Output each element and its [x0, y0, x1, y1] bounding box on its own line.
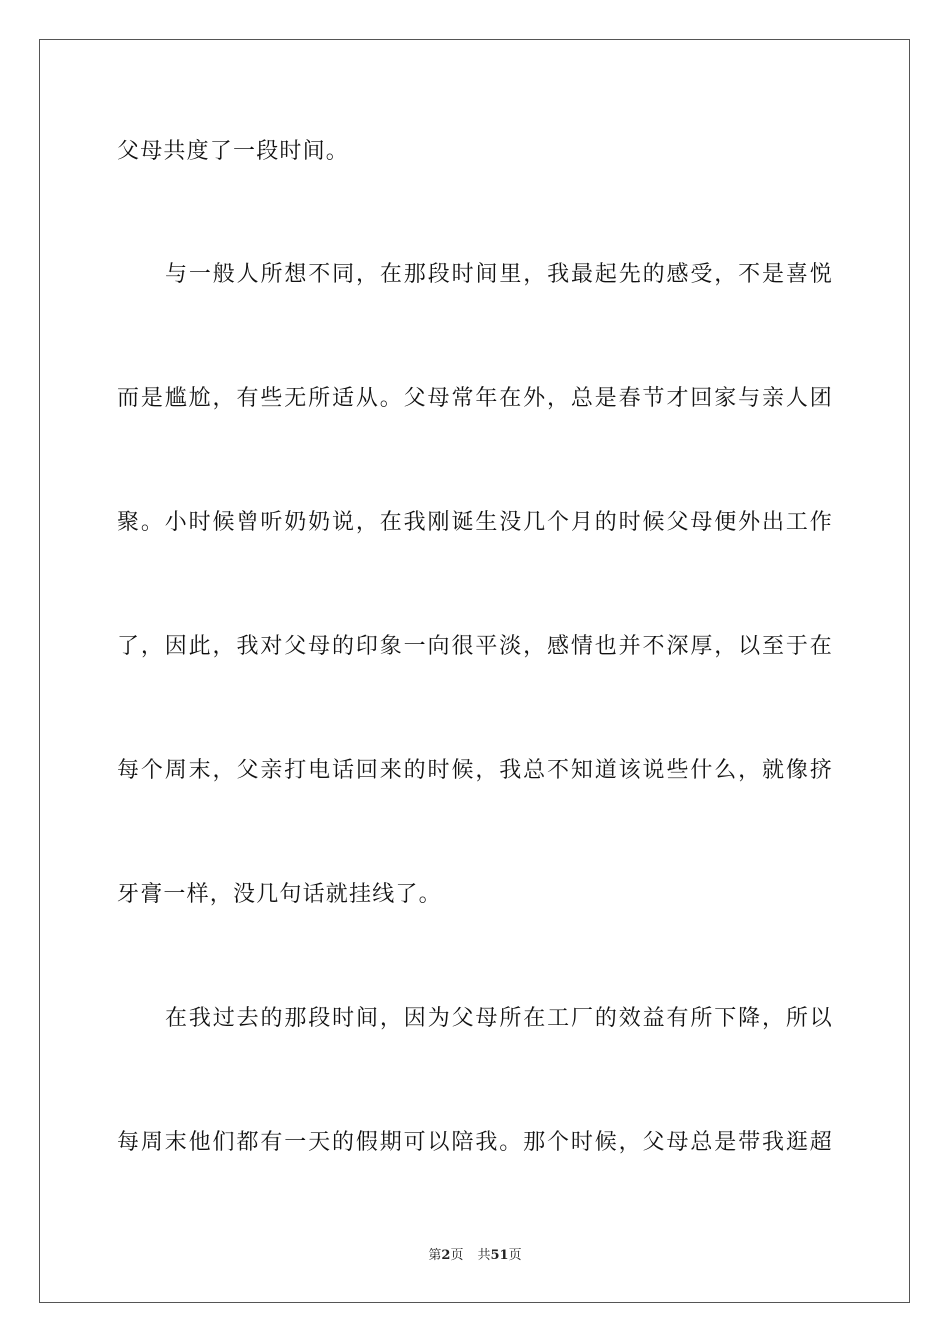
text-line-9: 每周末他们都有一天的假期可以陪我。那个时候，父母总是带我逛超 — [117, 1130, 833, 1155]
page-number: 2 — [441, 1248, 451, 1263]
page-border — [39, 39, 910, 1303]
text-line-6: 每个周末，父亲打电话回来的时候，我总不知道该说些什么，就像挤 — [117, 758, 833, 783]
text-line-7: 牙膏一样，没几句话就挂线了。 — [117, 882, 442, 907]
text-line-8: 在我过去的那段时间，因为父母所在工厂的效益有所下降，所以 — [165, 1006, 833, 1031]
total-prefix: 共 — [477, 1248, 491, 1263]
total-pages: 51 — [490, 1248, 509, 1263]
page-footer — [0, 1247, 950, 1265]
page-suffix: 页 — [450, 1248, 464, 1263]
text-line-3: 而是尴尬，有些无所适从。父母常年在外，总是春节才回家与亲人团 — [117, 386, 833, 411]
text-line-2: 与一般人所想不同，在那段时间里，我最起先的感受，不是喜悦 — [165, 262, 833, 287]
total-suffix: 页 — [508, 1248, 522, 1263]
text-line-1: 父母共度了一段时间。 — [117, 139, 350, 164]
page-prefix: 第 — [428, 1248, 442, 1263]
text-line-5: 了，因此，我对父母的印象一向很平淡，感情也并不深厚，以至于在 — [117, 634, 833, 659]
text-line-4: 聚。小时候曾听奶奶说，在我刚诞生没几个月的时候父母便外出工作 — [117, 510, 833, 535]
